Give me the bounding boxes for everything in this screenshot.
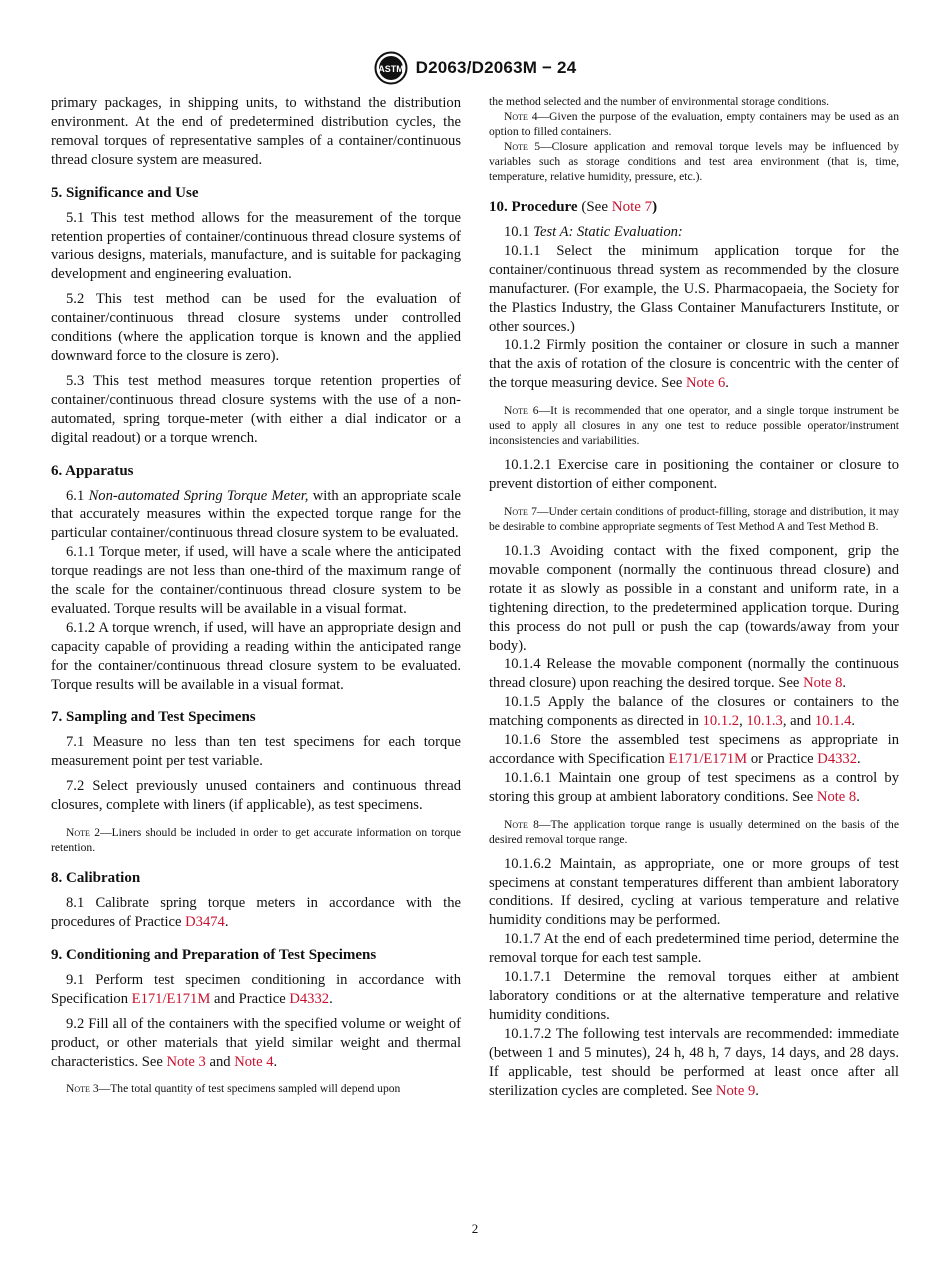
section-10-title: 10. Procedure (489, 199, 578, 215)
paragraph-10-1-5-sep1: , (739, 713, 747, 730)
paragraph-8-1-text: 8.1 Calibrate spring torque meters in accordance with the procedures of Practice (51, 895, 461, 930)
paragraph-5-3: 5.3 This test method measures torque retention properties of container/continuous thread closure systems with the use of a non-automated, spring torque-meter (with either a dial indicator or a digital readout) or a torque wrench. (51, 372, 461, 446)
paragraph-10-1-3: 10.1.3 Avoiding contact with the fixed component, grip the movable component (normally the continuous thread closure) and rotate it as slowly as possible in a constant and uniform rate, in a tightening direction, to the predetermined application torque. During this process do not pull or push the cap (towards/away from your body). (489, 542, 899, 654)
page-number: 2 (471, 1221, 479, 1236)
paragraph-5-2: 5.2 This test method can be used for the evaluation of container/continuous thread closure systems under controlled conditions (where the application torque is known and the applied downward force to the closure is zero). (51, 291, 461, 364)
paragraph-10-1-2-1: 10.1.2.1 Exercise care in positioning the container or closure to prevent distortion of either component. (489, 457, 899, 493)
paragraph-6-1-text: with an appropriate scale that accurately measures within the expected torque range for the particular container/continuous thread closure system to be evaluated. (51, 487, 462, 542)
link-10-1-3[interactable]: 10.1.3 (746, 713, 783, 730)
section-10-close: ) (652, 199, 658, 215)
paragraph-9-1-mid: and Practice (210, 990, 290, 1007)
link-d3474[interactable]: D3474 (185, 914, 225, 930)
section-9-heading: 9. Conditioning and Preparation of Test Specimens (51, 946, 377, 963)
paragraph-10-1-4-text: 10.1.4 Release the movable component (normally the continuous thread closure) upon reaching the desired torque. See (489, 656, 899, 692)
paragraph-10-1-6-text: 10.1.6 Store the assembled test specimens as appropriate in accordance with Specification (489, 732, 899, 767)
note-3 (51, 1081, 461, 1096)
note-3-label: Note (66, 1082, 90, 1096)
section-6-heading: 6. Apparatus (51, 462, 134, 479)
link-note-9[interactable]: Note 9 (715, 1082, 756, 1099)
paragraph-10-1-7-2 (489, 1025, 899, 1101)
note-4-text: 4—Given the purpose of the evaluation, empty containers may be used as an option to filled containers. (489, 110, 899, 138)
section-10-heading (489, 198, 899, 217)
note-4 (489, 109, 899, 139)
note-6 (489, 403, 899, 448)
note-5-text: 5—Closure application and removal torque levels may be influenced by variables such as storage conditions and test area environment (that is, time, temperature, relative humidity, pressure, etc.). (489, 140, 899, 183)
link-10-1-2[interactable]: 10.1.2 (702, 713, 740, 730)
note-6-label: Note (504, 404, 528, 418)
paragraph-6-1-number: 6.1 (66, 487, 85, 504)
note-5 (489, 139, 899, 184)
astm-logo-icon (374, 51, 408, 85)
paragraph-7-2: 7.2 Select previously unused containers and continuous thread closures, complete with liners (if applicable), as test specimens. (51, 778, 461, 814)
paragraph-10-1-6-1-text: 10.1.6.1 Maintain one group of test specimens as a control by storing this group at ambient laboratory conditions. See (489, 769, 899, 805)
paragraph-9-1-end: . (329, 990, 333, 1007)
paragraph-10-1-number: 10.1 (504, 224, 530, 240)
note-3-continued: the method selected and the number of environmental storage conditions. (489, 95, 829, 108)
link-note-8[interactable]: Note 8 (803, 675, 843, 692)
paragraph-8-1-end: . (224, 914, 229, 930)
section-8-heading: 8. Calibration (51, 870, 141, 887)
link-note-7[interactable]: Note 7 (611, 199, 653, 215)
paragraph-9-2 (51, 1015, 461, 1072)
paragraph-8-1 (51, 894, 461, 932)
paragraph-6-1-1: 6.1.1 Torque meter, if used, will have a scale where the anticipated torque readings are not less than one-third of the maximum range of the scale for the container/continuous thread closure system to be evaluated. Torque results will be available in a visual format. (51, 544, 461, 617)
note-8 (489, 817, 899, 847)
paragraph-10-1-7-2-end: . (755, 1082, 759, 1099)
left-column (51, 94, 461, 1104)
logo-text: ASTM (377, 64, 404, 74)
paragraph-10-1-2 (489, 336, 899, 393)
document-designation: D2063/D2063M − 24 (415, 58, 577, 77)
paragraph-6-1-2: 6.1.2 A torque wrench, if used, will have an appropriate design and capacity capable of providing a reading within the anticipated range for the container/continuous thread closure system to be evaluated. Torque results will be available in a visual format. (51, 619, 461, 693)
link-note-4[interactable]: Note 4 (234, 1053, 274, 1070)
paragraph-9-2-mid: and (205, 1053, 235, 1070)
link-note-6[interactable]: Note 6 (685, 375, 726, 392)
page-header (0, 50, 950, 86)
paragraph-10-1-6-1 (489, 769, 899, 807)
right-column (489, 94, 899, 1100)
paragraph-10-1-1: 10.1.1 Select the minimum application torque for the container/continuous thread system as recommended by the closure manufacturer. (For example, the U.S. Pharmacopaeia, the Society for the Plastics Industry, the Glass Container Manufacturers Institute, or other sources.) (489, 242, 899, 335)
paragraph-10-1-title: Test A: Static Evaluation: (533, 224, 683, 240)
link-note-8-2[interactable]: Note 8 (816, 788, 857, 805)
paragraph-5-1: 5.1 This test method allows for the measurement of the torque retention properties of container/continuous thread closure systems of various designs, materials, manufacture, and is suitable for packaging development and engineering evaluation. (51, 209, 461, 283)
link-note-3[interactable]: Note 3 (166, 1053, 206, 1070)
paragraph-10-1-6-2: 10.1.6.2 Maintain, as appropriate, one or more groups of test specimens at constant temperatures different than ambient laboratory conditions. If desired, cycling at various temperature and relative humidity conditions may be performed. (489, 855, 899, 929)
paragraph-10-1-5-sep2: , and (782, 713, 815, 730)
paragraph-9-2-text: 9.2 Fill all of the containers with the specified volume or weight of product, or other materials that yield similar weight and thermal characteristics. See (51, 1015, 461, 1070)
paragraph-6-1-term: Non-automated Spring Torque Meter, (88, 487, 309, 504)
paragraph-10-1-7-1: 10.1.7.1 Determine the removal torques either at ambient laboratory conditions or at the alternative temperature and relative humidity conditions. (489, 969, 899, 1023)
note-5-label: Note (504, 140, 528, 153)
paragraph-10-1 (489, 223, 899, 242)
link-d4332-2[interactable]: D4332 (817, 750, 858, 767)
section-5-heading: 5. Significance and Use (51, 184, 199, 201)
note-7-text: 7—Under certain conditions of product-filling, storage and distribution, it may be desirable to combine appropriate segments of Test Method A and Test Method B. (489, 504, 899, 533)
section-7-heading: 7. Sampling and Test Specimens (51, 709, 256, 726)
paragraph-10-1-7: 10.1.7 At the end of each predetermined time period, determine the removal torque for each test sample. (489, 931, 899, 967)
note-3-text: 3—The total quantity of test specimens sampled will depend upon (89, 1082, 401, 1096)
paragraph-10-1-5-text: 10.1.5 Apply the balance of the closures or containers to the matching components as directed in (489, 694, 899, 730)
paragraph-10-1-5 (489, 693, 899, 731)
note-7 (489, 504, 899, 534)
paragraph-10-1-2-end: . (725, 375, 729, 392)
note-7-label: Note (504, 504, 528, 518)
note-8-text: 8—The application torque range is usually determined on the basis of the desired removal torque range. (489, 817, 899, 846)
paragraph-10-1-6 (489, 731, 899, 769)
paragraph-10-1-5-end: . (851, 713, 856, 730)
paragraph-9-2-end: . (273, 1053, 278, 1070)
note-8-label: Note (504, 817, 528, 831)
paragraph-6-1 (51, 487, 461, 544)
link-e171[interactable]: E171/E171M (131, 990, 211, 1007)
paragraph-10-1-7-2-text: 10.1.7.2 The following test intervals are recommended: immediate (between 1 and 5 minutes), 24 h, 48 h, 7 days, 14 days, and 28 days. If applicable, test should be performed at least once after all sterilization cycles are completed. See (489, 1025, 899, 1099)
note-4-label: Note (504, 110, 528, 123)
paragraph-7-1: 7.1 Measure no less than ten test specimens for each torque measurement point per test variable. (51, 734, 461, 770)
note-6-text: 6—It is recommended that one operator, and a single torque instrument be used to apply all closures in any one test to reduce possible operator/instrument inconsistencies and variabilities. (489, 404, 899, 448)
paragraph-9-1 (51, 971, 461, 1009)
paragraph-10-1-4 (489, 655, 899, 693)
link-d4332[interactable]: D4332 (289, 990, 330, 1007)
note-2-text: 2—Liners should be included in order to get accurate information on torque retention. (51, 826, 461, 855)
link-10-1-4[interactable]: 10.1.4 (814, 713, 852, 730)
paragraph-10-1-6-mid: or Practice (747, 750, 818, 767)
note-2 (51, 825, 461, 855)
paragraph-10-1-6-end: . (857, 750, 861, 767)
section-10-see: (See (577, 199, 612, 215)
paragraph-10-1-6-1-end: . (856, 788, 860, 805)
intro-paragraph: primary packages, in shipping units, to withstand the distribution environment. At the end of predetermined distribution cycles, the removal torques of representative samples of a container/continuous thread closure system are measured. (51, 95, 461, 168)
paragraph-10-1-4-end: . (842, 675, 847, 692)
link-e171-2[interactable]: E171/E171M (668, 750, 748, 767)
paragraph-9-1-text: 9.1 Perform test specimen conditioning in accordance with Specification (51, 971, 461, 1007)
note-2-label: Note (66, 826, 90, 840)
paragraph-10-1-2-text: 10.1.2 Firmly position the container or closure in such a manner that the axis of rotation of the closure is concentric with the center of the torque measuring device. See (489, 337, 899, 392)
